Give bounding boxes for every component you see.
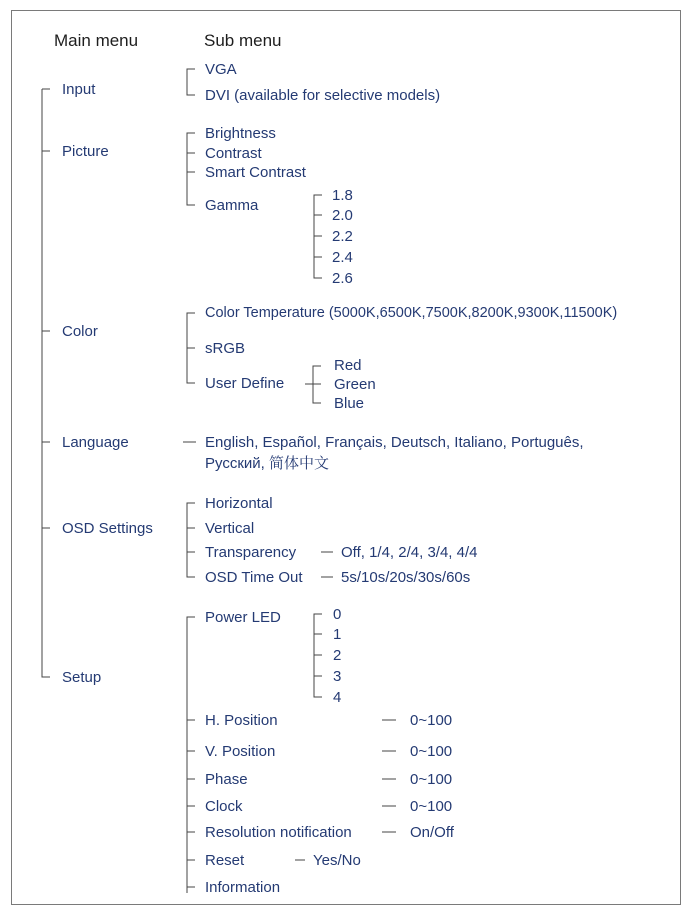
power-led-value: 2	[333, 647, 342, 664]
sub-item: Resolution notification	[205, 824, 352, 841]
setup-value: 0~100	[410, 743, 453, 760]
setup-value: 0~100	[410, 712, 453, 729]
main-menu-heading: Main menu	[54, 31, 139, 50]
power-led-value: 4	[333, 689, 342, 706]
sub-item: English, Español, Français, Deutsch, Italiano, Português,	[205, 434, 584, 451]
sub-item: sRGB	[205, 340, 246, 357]
sub-item: DVI (available for selective models)	[205, 87, 441, 104]
user-define-value: Green	[334, 376, 376, 393]
sub-item: Horizontal	[205, 495, 273, 512]
power-led-value: 0	[333, 606, 342, 623]
setup-value: Yes/No	[313, 852, 361, 869]
sub-item: Transparency	[205, 544, 297, 561]
main-item-language: Language	[62, 434, 129, 451]
gamma-value: 2.4	[332, 249, 353, 266]
main-item-picture: Picture	[62, 143, 109, 160]
sub-item: Reset	[205, 852, 245, 869]
main-item-setup: Setup	[62, 669, 102, 686]
sub-item: Clock	[205, 798, 243, 815]
sub-item: Vertical	[205, 520, 255, 537]
main-item-input: Input	[62, 81, 96, 98]
sub-item: Color Temperature (5000K,6500K,7500K,8200K,9300K,11500K)	[205, 305, 618, 321]
gamma-value: 1.8	[332, 187, 353, 204]
main-item-osd-settings: OSD Settings	[62, 520, 153, 537]
power-led-value: 1	[333, 626, 342, 643]
sub-menu-heading: Sub menu	[204, 31, 282, 50]
sub-item: Power LED	[205, 609, 281, 626]
sub-item: User Define	[205, 375, 285, 392]
sub-item: Contrast	[205, 145, 262, 162]
gamma-value: 2.0	[332, 207, 353, 224]
setup-value: On/Off	[410, 824, 454, 841]
sub-item: V. Position	[205, 743, 276, 760]
user-define-value: Blue	[334, 395, 365, 412]
power-led-value: 3	[333, 668, 342, 685]
sub-item: Gamma	[205, 197, 259, 214]
setup-value: 0~100	[410, 771, 453, 788]
sub-item: Phase	[205, 771, 248, 788]
main-item-color: Color	[62, 323, 98, 340]
gamma-value: 2.6	[332, 270, 353, 287]
transparency-value: Off, 1/4, 2/4, 3/4, 4/4	[341, 544, 478, 561]
sub-item: H. Position	[205, 712, 278, 729]
setup-value: 0~100	[410, 798, 453, 815]
sub-item: Information	[205, 879, 281, 896]
sub-item: Русский, 简体中文	[205, 455, 329, 472]
sub-item: Smart Contrast	[205, 164, 306, 181]
timeout-value: 5s/10s/20s/30s/60s	[341, 569, 471, 586]
user-define-value: Red	[334, 357, 362, 374]
sub-item: VGA	[205, 61, 237, 78]
gamma-value: 2.2	[332, 228, 353, 245]
sub-item: OSD Time Out	[205, 569, 303, 586]
sub-item: Brightness	[205, 125, 276, 142]
